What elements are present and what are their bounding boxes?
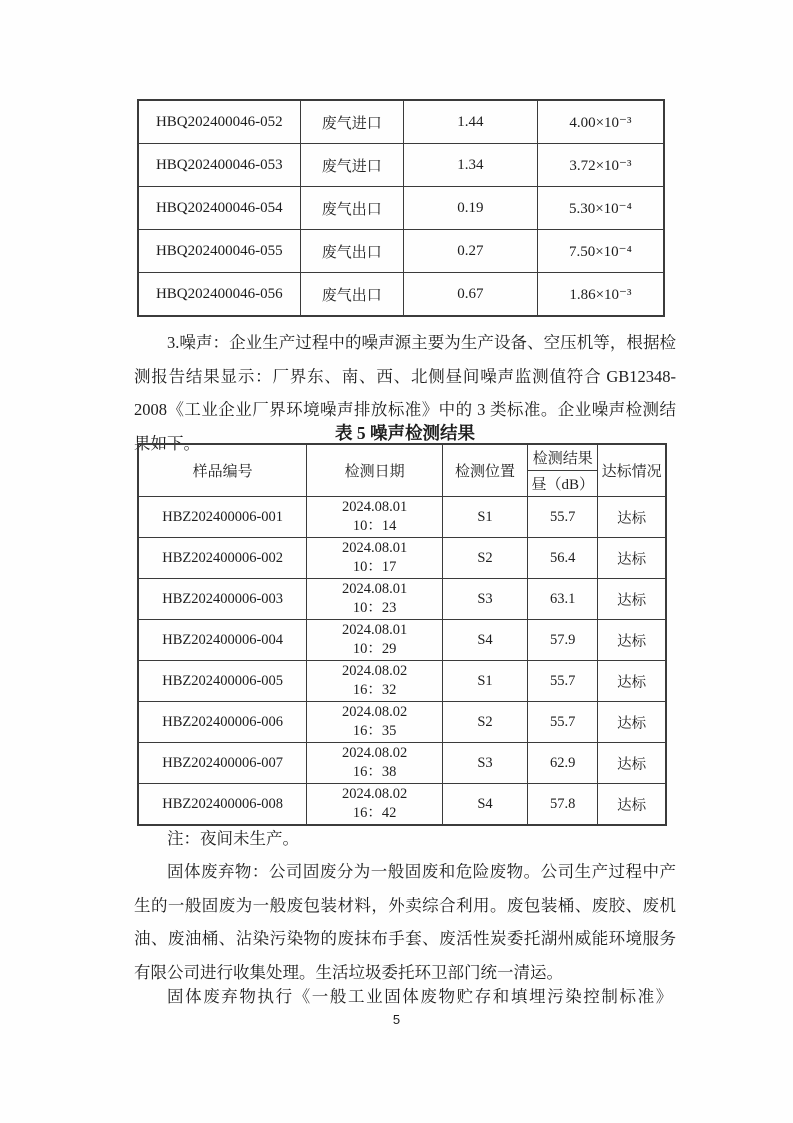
status-cell: 达标 bbox=[598, 620, 666, 661]
table-row bbox=[138, 144, 664, 187]
table-row bbox=[138, 620, 666, 661]
header-date: 检测日期 bbox=[307, 444, 443, 497]
table-row bbox=[138, 661, 666, 702]
table-note: 注：夜间未生产。 bbox=[167, 829, 299, 848]
table-row bbox=[138, 273, 664, 317]
time-line: 16：32 bbox=[352, 682, 397, 698]
table-row bbox=[138, 230, 664, 273]
result-cell: 55.7 bbox=[528, 702, 598, 743]
result-cell: 63.1 bbox=[528, 579, 598, 620]
date-line: 2024.08.02 bbox=[341, 786, 408, 802]
result-cell: 57.8 bbox=[528, 784, 598, 826]
table-row bbox=[138, 100, 664, 144]
time-line: 10：14 bbox=[352, 518, 397, 534]
time-line: 10：23 bbox=[352, 600, 397, 616]
date-line: 2024.08.01 bbox=[341, 499, 408, 515]
result-cell: 62.9 bbox=[528, 743, 598, 784]
location-cell: S4 bbox=[442, 784, 527, 826]
location-cell: S1 bbox=[442, 661, 527, 702]
emission-results-table bbox=[137, 99, 665, 317]
sample-id-cell: HBQ202400046-053 bbox=[138, 144, 300, 187]
page-number: 5 bbox=[392, 1012, 401, 1027]
position-cell: 废气进口 bbox=[300, 100, 403, 144]
date-cell bbox=[307, 497, 443, 538]
position-cell: 废气进口 bbox=[300, 144, 403, 187]
noise-intro-paragraph: 3.噪声：企业生产过程中的噪声源主要为生产设备、空压机等，根据检测报告结果显示：厂界东、南、西、北侧昼间噪声监测值符合 GB12348-2008《工业企业厂界环境噪声排放标准》中的 3 类标准。企业噪声检测结果如下。 bbox=[134, 333, 676, 453]
table5-title: 表 5 噪声检测结果 bbox=[335, 423, 475, 443]
sample-id-cell: HBZ202400006-001 bbox=[138, 497, 307, 538]
value-cell: 4.00×10⁻³ bbox=[537, 100, 664, 144]
date-cell bbox=[307, 702, 443, 743]
time-line: 16：38 bbox=[352, 764, 397, 780]
sample-id-cell: HBZ202400006-002 bbox=[138, 538, 307, 579]
header-location: 检测位置 bbox=[442, 444, 527, 497]
table-row bbox=[138, 538, 666, 579]
sample-id-cell: HBZ202400006-004 bbox=[138, 620, 307, 661]
sample-id-cell: HBZ202400006-008 bbox=[138, 784, 307, 826]
value-cell: 0.19 bbox=[404, 187, 538, 230]
date-cell bbox=[307, 661, 443, 702]
sample-id-cell: HBQ202400046-052 bbox=[138, 100, 300, 144]
header-result: 检测结果 bbox=[528, 444, 598, 471]
location-cell: S2 bbox=[442, 702, 527, 743]
sample-id-cell: HBQ202400046-054 bbox=[138, 187, 300, 230]
status-cell: 达标 bbox=[598, 497, 666, 538]
result-cell: 55.7 bbox=[528, 661, 598, 702]
value-cell: 1.44 bbox=[404, 100, 538, 144]
location-cell: S1 bbox=[442, 497, 527, 538]
date-line: 2024.08.01 bbox=[341, 540, 408, 556]
solid-waste-paragraph: 固体废弃物：公司固废分为一般固废和危险废物。公司生产过程中产生的一般固废为一般废包装材料，外卖综合利用。废包装桶、废胶、废机油、废油桶、沾染污染物的废抹布手套、废活性炭委托湖州威能环境服务有限公司进行收集处理。生活垃圾委托环卫部门统一清运。 bbox=[134, 862, 676, 982]
table-row bbox=[138, 743, 666, 784]
sample-id-cell: HBQ202400046-055 bbox=[138, 230, 300, 273]
position-cell: 废气出口 bbox=[300, 230, 403, 273]
location-cell: S3 bbox=[442, 579, 527, 620]
value-cell: 7.50×10⁻⁴ bbox=[537, 230, 664, 273]
position-cell: 废气出口 bbox=[300, 187, 403, 230]
value-cell: 1.34 bbox=[404, 144, 538, 187]
date-cell bbox=[307, 784, 443, 826]
header-result-sub: 昼（dB） bbox=[528, 471, 598, 497]
value-cell: 3.72×10⁻³ bbox=[537, 144, 664, 187]
value-cell: 0.67 bbox=[404, 273, 538, 317]
date-line: 2024.08.02 bbox=[341, 663, 408, 679]
status-cell: 达标 bbox=[598, 538, 666, 579]
date-cell bbox=[307, 620, 443, 661]
value-cell: 5.30×10⁻⁴ bbox=[537, 187, 664, 230]
location-cell: S2 bbox=[442, 538, 527, 579]
table-row bbox=[138, 187, 664, 230]
time-line: 10：29 bbox=[352, 641, 397, 657]
date-cell bbox=[307, 579, 443, 620]
date-cell bbox=[307, 743, 443, 784]
noise-results-table bbox=[137, 443, 667, 826]
location-cell: S3 bbox=[442, 743, 527, 784]
sample-id-cell: HBZ202400006-006 bbox=[138, 702, 307, 743]
table-row bbox=[138, 579, 666, 620]
result-cell: 57.9 bbox=[528, 620, 598, 661]
header-sample-id: 样品编号 bbox=[138, 444, 307, 497]
table-row bbox=[138, 497, 666, 538]
location-cell: S4 bbox=[442, 620, 527, 661]
status-cell: 达标 bbox=[598, 661, 666, 702]
table-row bbox=[138, 702, 666, 743]
status-cell: 达标 bbox=[598, 784, 666, 826]
header-compliance: 达标情况 bbox=[598, 444, 666, 497]
result-cell: 55.7 bbox=[528, 497, 598, 538]
standard-reference-line: 固体废弃物执行《一般工业固体废物贮存和填埋污染控制标准》 bbox=[167, 987, 674, 1006]
status-cell: 达标 bbox=[598, 579, 666, 620]
result-cell: 56.4 bbox=[528, 538, 598, 579]
value-cell: 0.27 bbox=[404, 230, 538, 273]
sample-id-cell: HBZ202400006-005 bbox=[138, 661, 307, 702]
table-row bbox=[138, 784, 666, 826]
value-cell: 1.86×10⁻³ bbox=[537, 273, 664, 317]
date-line: 2024.08.02 bbox=[341, 704, 408, 720]
status-cell: 达标 bbox=[598, 743, 666, 784]
date-line: 2024.08.02 bbox=[341, 745, 408, 761]
time-line: 16：42 bbox=[352, 805, 397, 821]
time-line: 16：35 bbox=[352, 723, 397, 739]
date-line: 2024.08.01 bbox=[341, 581, 408, 597]
date-line: 2024.08.01 bbox=[341, 622, 408, 638]
time-line: 10：17 bbox=[352, 559, 397, 575]
date-cell bbox=[307, 538, 443, 579]
status-cell: 达标 bbox=[598, 702, 666, 743]
table-header-row bbox=[138, 444, 666, 471]
position-cell: 废气出口 bbox=[300, 273, 403, 317]
sample-id-cell: HBZ202400006-003 bbox=[138, 579, 307, 620]
sample-id-cell: HBZ202400006-007 bbox=[138, 743, 307, 784]
sample-id-cell: HBQ202400046-056 bbox=[138, 273, 300, 317]
